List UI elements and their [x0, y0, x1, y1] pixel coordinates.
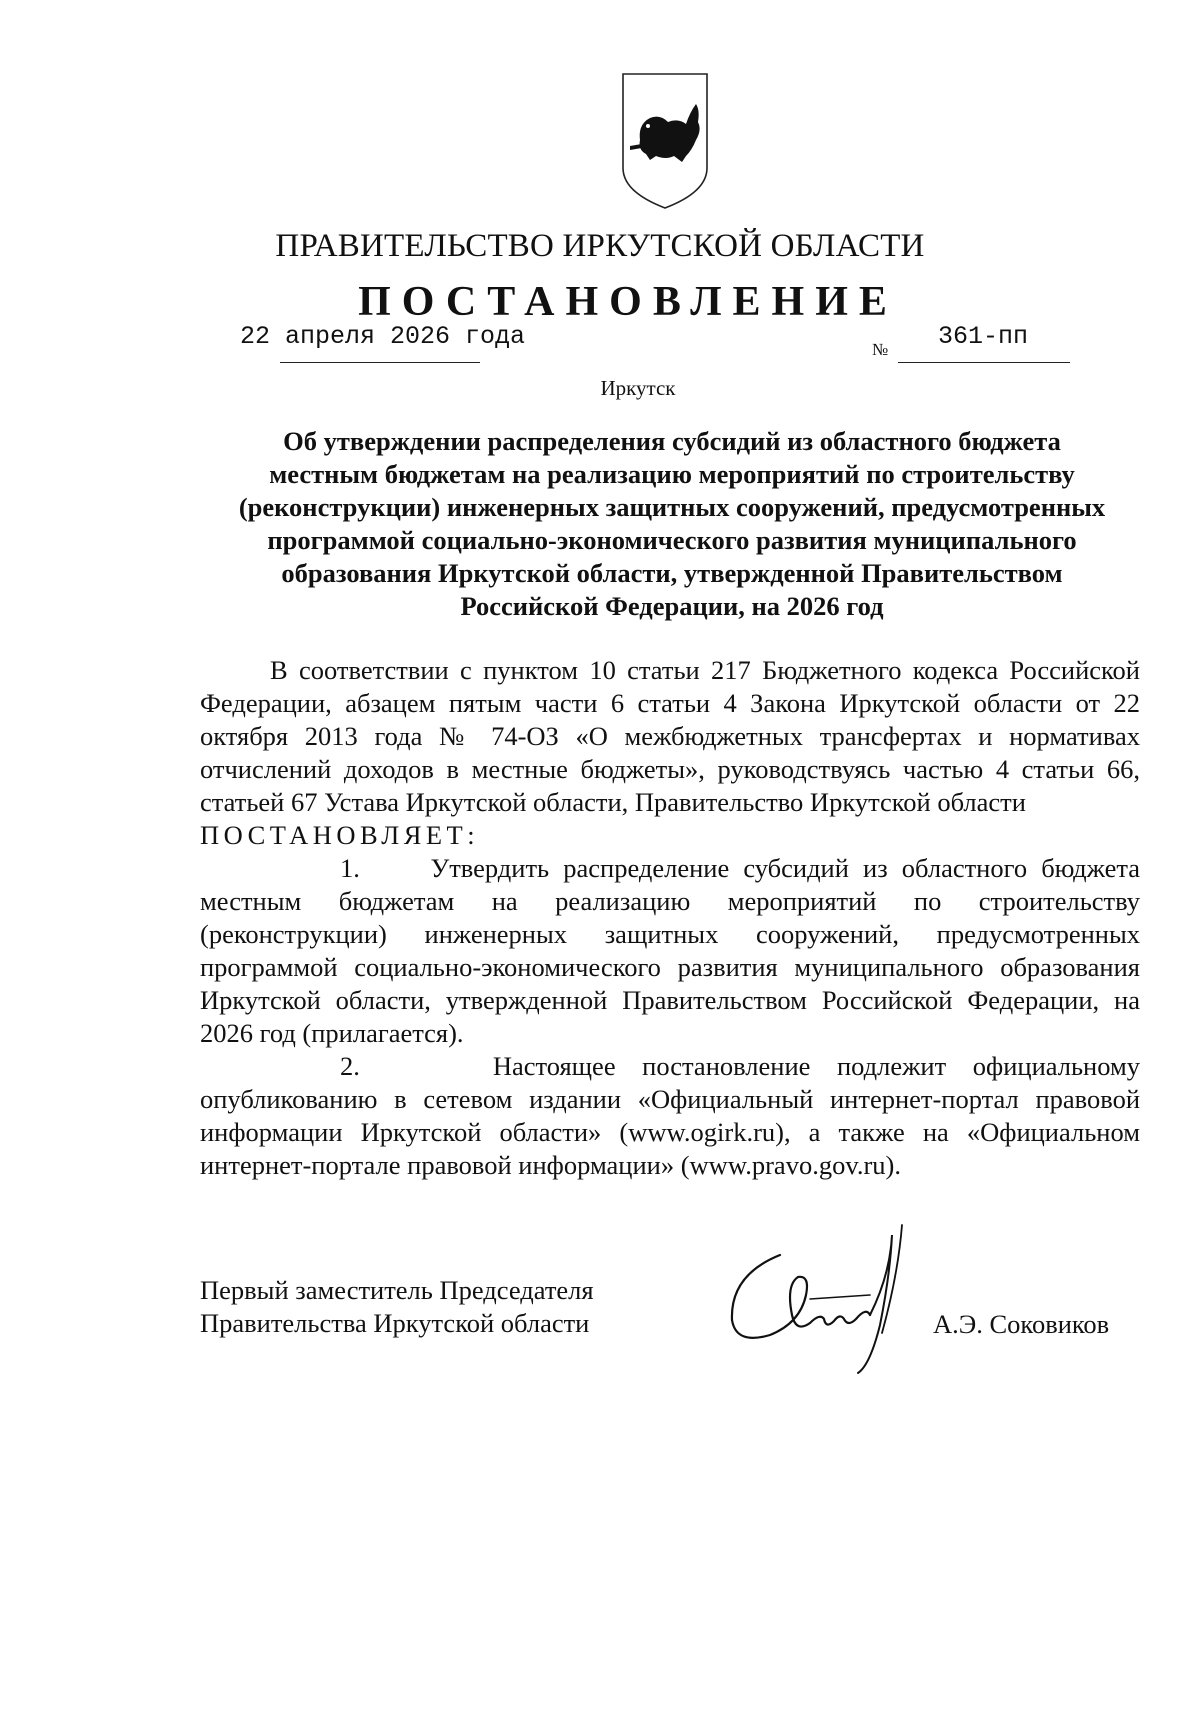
city: Иркутск [600, 376, 676, 400]
number-underline [898, 362, 1070, 363]
handwritten-signature [720, 1215, 950, 1375]
date-underline [280, 362, 480, 363]
resolution-item-2 [200, 1050, 1140, 1182]
title-line: Об утверждении распределения субсидий из областного бюджета [283, 426, 1061, 456]
document-title [200, 425, 1144, 623]
title-line: Российской Федерации, на 2026 год [460, 591, 884, 621]
document-body [200, 654, 1140, 1182]
position-line: Первый заместитель Председателя [200, 1275, 594, 1305]
item-number: 1. [340, 853, 360, 883]
preamble-paragraph: В соответствии с пунктом 10 статьи 217 Бюджетного кодекса Российской Федерации, абзацем пятым части 6 статьи 4 Закона Иркутской области от 22 октября 2013 года № 74-ОЗ «О межбюджетных трансфертах и нормативах отчислений доходов в местные бюджеты», руководствуясь частью 4 статьи 66, статьей 67 Устава Иркутской области, Правительство Иркутской области [200, 655, 1140, 817]
document-type: ПОСТАНОВЛЕНИЕ [358, 279, 898, 325]
number-sign: № [872, 340, 889, 359]
government-name: ПРАВИТЕЛЬСТВО ИРКУТСКОЙ ОБЛАСТИ [275, 228, 925, 264]
document-number: 361-пп [938, 322, 1029, 351]
coat-of-arms-icon [620, 72, 710, 212]
resolution-item-1 [200, 852, 1140, 1050]
item-text: Утвердить распределение субсидий из областного бюджета местным бюджетам на реализацию мероприятий по строительству (реконструкции) инженерных защитных сооружений, предусмотренных программой социально-экономического развития муниципального образования Иркутской области, утвержденной Правительством Российской Федерации, на 2026 год (прилагается). [200, 853, 1140, 1048]
signatory-position [200, 1274, 594, 1340]
resolves-heading: ПОСТАНОВЛЯЕТ: [200, 820, 480, 850]
signatory-name: А.Э. Соковиков [933, 1309, 1110, 1339]
item-number: 2. [340, 1051, 360, 1081]
position-line: Правительства Иркутской области [200, 1308, 590, 1338]
document-date: 22 апреля 2026 года [240, 322, 526, 351]
title-line: образования Иркутской области, утвержденной Правительством [281, 558, 1063, 588]
item-text: Настоящее постановление подлежит официальному опубликованию в сетевом издании «Официальный интернет-портал правовой информации Иркутской области» (www.ogirk.ru), а также на «Официальном интернет-портале правовой информации» (www.pravo.gov.ru). [200, 1051, 1140, 1180]
title-line: программой социально-экономического развития муниципального [267, 525, 1077, 555]
title-line: (реконструкции) инженерных защитных сооружений, предусмотренных [238, 492, 1106, 522]
title-line: местным бюджетам на реализацию мероприятий по строительству [269, 459, 1075, 489]
